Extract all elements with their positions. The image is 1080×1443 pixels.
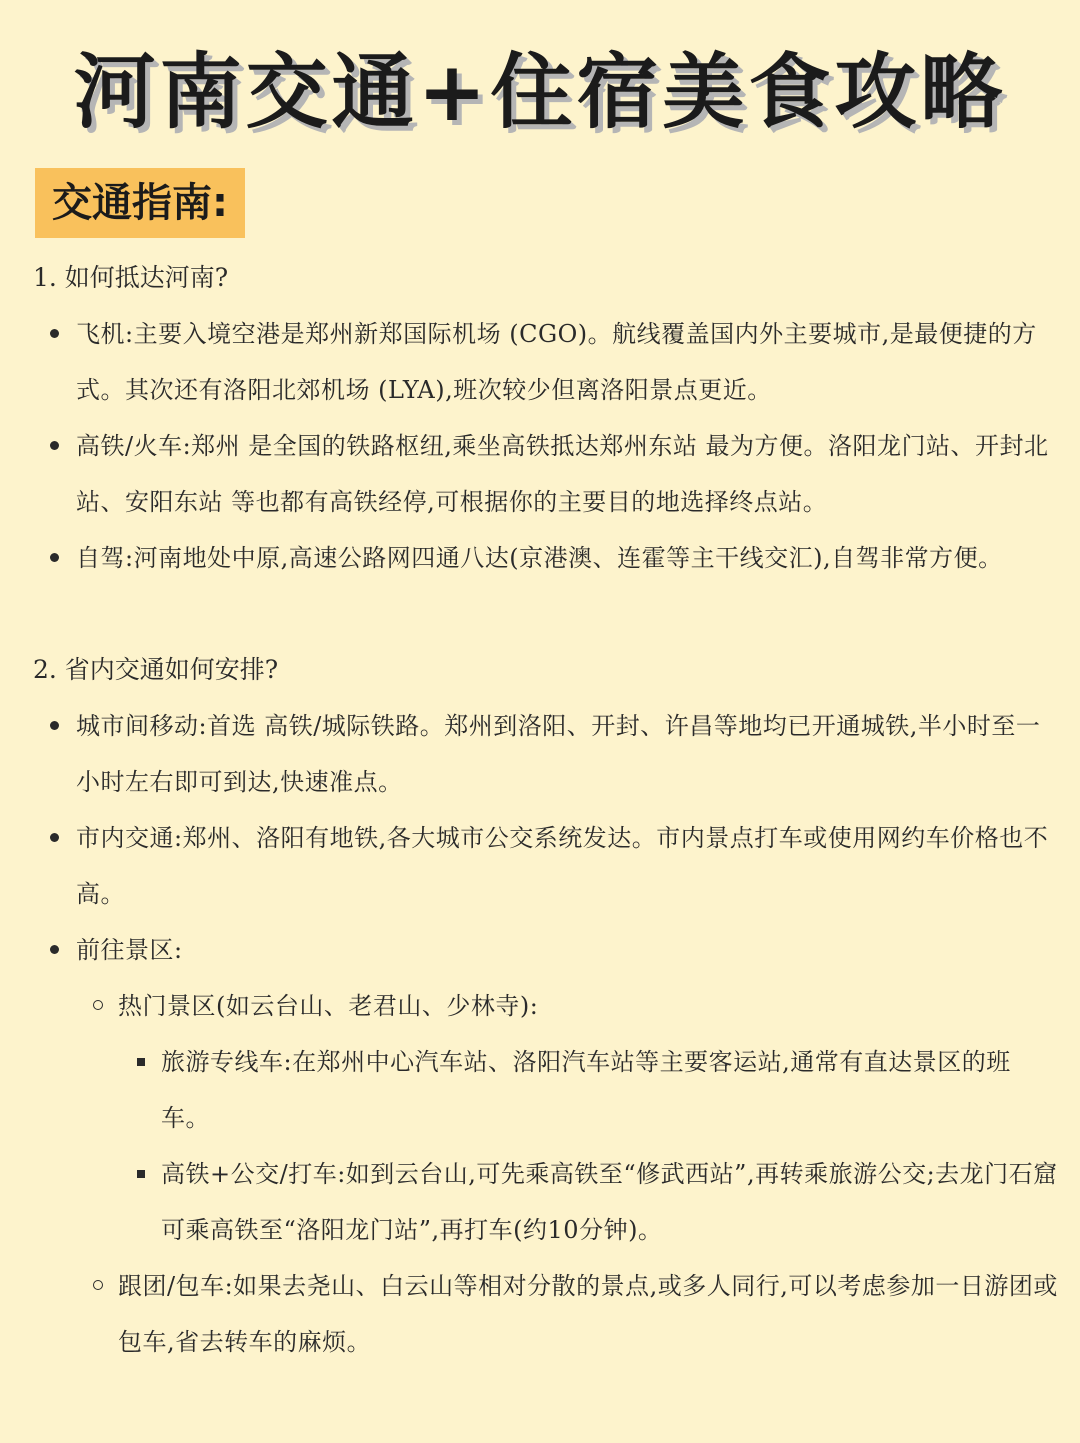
list-item-plane: 飞机:主要入境空港是郑州新郑国际机场 (CGO)。航线覆盖国内外主要城市,是最便捷的方式。其次还有洛阳北郊机场 (LYA),班次较少但离洛阳景点更近。	[76, 320, 1037, 404]
list-item-intercity: 城市间移动:首选 高铁/城际铁路。郑州到洛阳、开封、许昌等地均已开通城铁,半小时至一小时左右即可到达,快速准点。	[76, 712, 1041, 796]
list-item-city-transit: 市内交通:郑州、洛阳有地铁,各大城市公交系统发达。市内景点打车或使用网约车价格也不高。	[76, 824, 1049, 908]
bullet-disc	[50, 329, 59, 338]
sub-sub-item-tour-bus: 旅游专线车:在郑州中心汽车站、洛阳汽车站等主要客运站,通常有直达景区的班车。	[161, 1048, 1011, 1132]
bullet-disc	[50, 833, 59, 842]
section-label-transport: 交通指南:	[35, 168, 245, 238]
sub-item-popular-scenic: 热门景区(如云台山、老君山、少林寺):	[118, 992, 539, 1020]
bullet-square	[137, 1170, 145, 1178]
bullet-disc	[50, 441, 59, 450]
bullet-disc	[50, 945, 59, 954]
bullet-disc	[50, 553, 59, 562]
list-item-self-drive: 自驾:河南地处中原,高速公路网四通八达(京港澳、连霍等主干线交汇),自驾非常方便。	[76, 544, 1003, 572]
list-item-to-scenic: 前往景区:	[76, 936, 183, 964]
bullet-circle	[93, 1280, 103, 1290]
bullet-circle	[93, 1000, 103, 1010]
list-item-train: 高铁/火车:郑州 是全国的铁路枢纽,乘坐高铁抵达郑州东站 最为方便。洛阳龙门站、开封北站、安阳东站 等也都有高铁经停,可根据你的主要目的地选择终点站。	[76, 432, 1049, 516]
section-heading-local-transport: 2. 省内交通如何安排?	[33, 655, 279, 684]
sub-sub-item-rail-bus-taxi: 高铁+公交/打车:如到云台山,可先乘高铁至“修武西站”,再转乘旅游公交;去龙门石窟可乘高铁至“洛阳龙门站”,再打车(约10分钟)。	[161, 1160, 1058, 1244]
bullet-disc	[50, 721, 59, 730]
bullet-square	[137, 1058, 145, 1066]
section-heading-arrival: 1. 如何抵达河南?	[33, 263, 229, 292]
page-title: 河南交通+住宿美食攻略	[73, 45, 1007, 140]
sub-item-group-charter: 跟团/包车:如果去尧山、白云山等相对分散的景点,或多人同行,可以考虑参加一日游团或包车,省去转车的麻烦。	[118, 1272, 1058, 1356]
